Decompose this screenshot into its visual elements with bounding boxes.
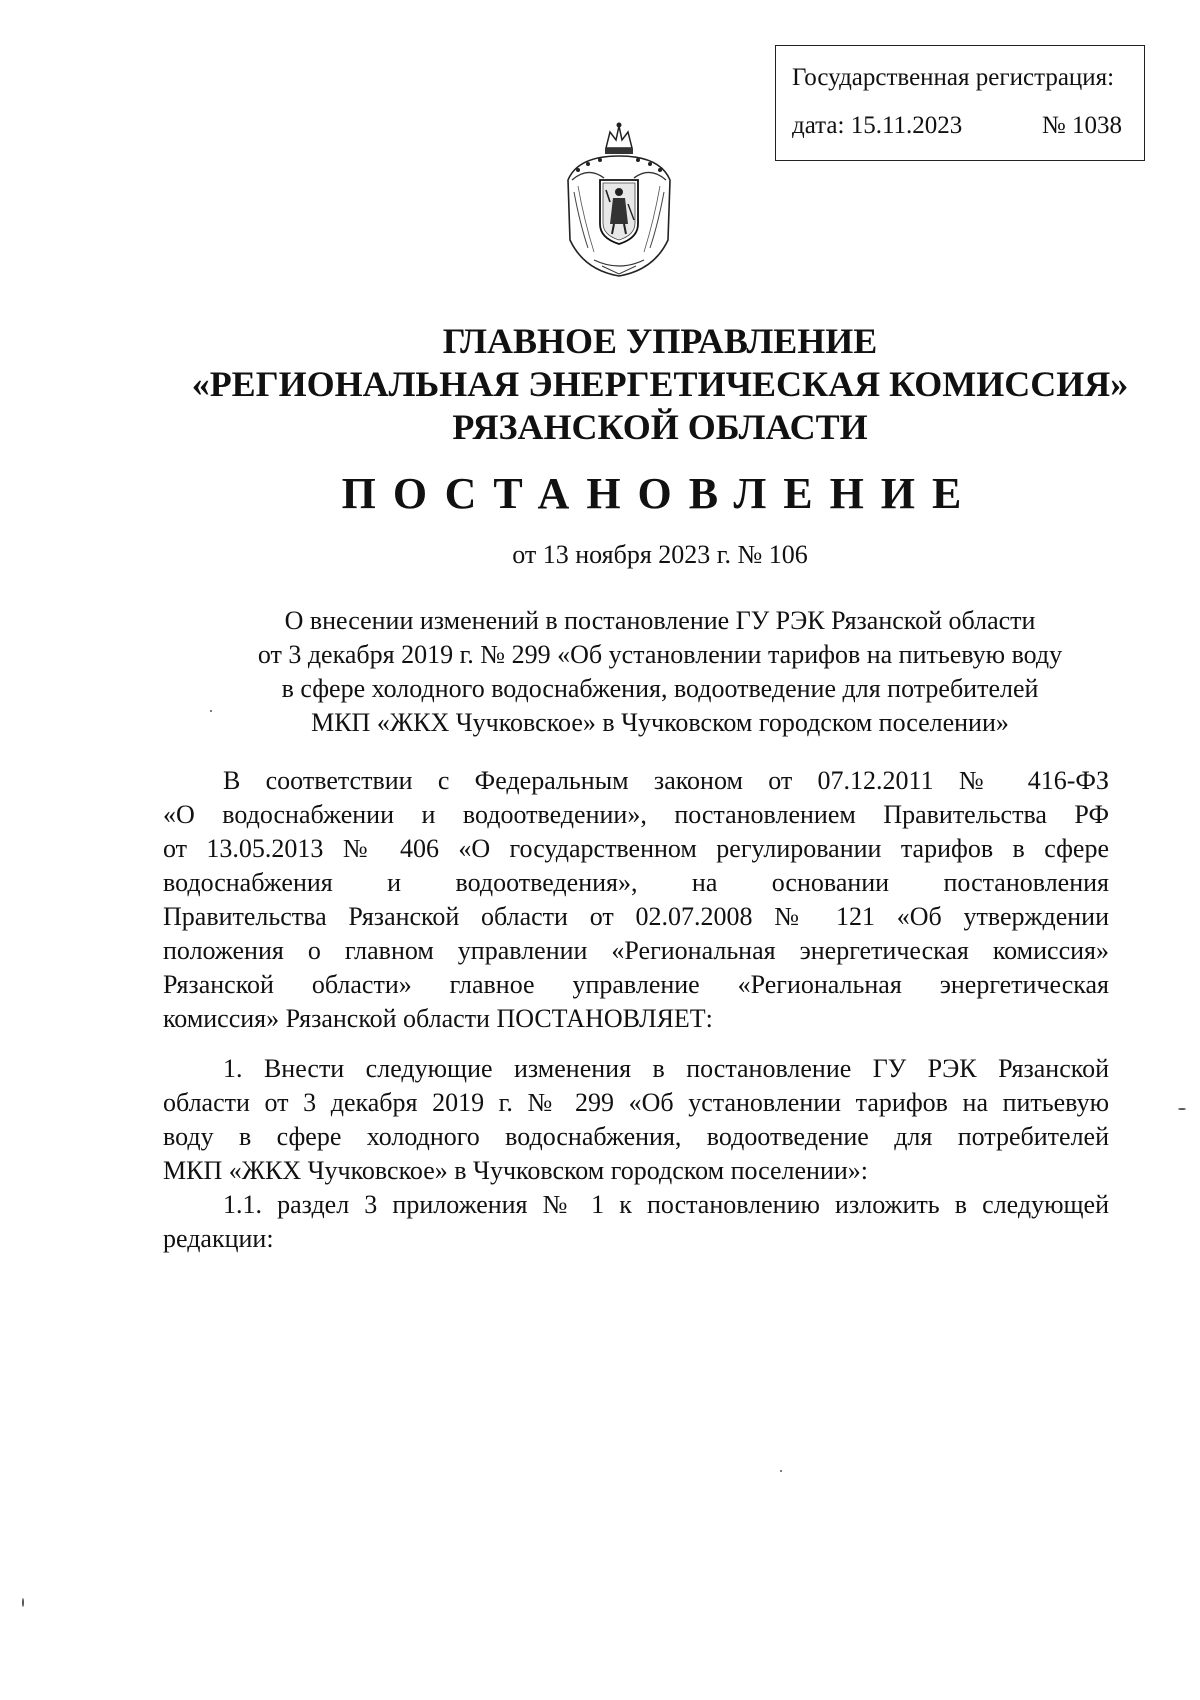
- paragraph-line: 1. Внести следующие изменения в постановление ГУ РЭК Рязанской: [223, 1054, 1109, 1083]
- registration-date: дата: 15.11.2023: [792, 112, 963, 139]
- document-subject: [160, 604, 1160, 740]
- paragraph-line: В соответствии с Федеральным законом от 07.12.2011 № 416-ФЗ: [223, 766, 1109, 795]
- registration-title: Государственная регистрация:: [792, 64, 1115, 91]
- paragraph-line: 1.1. раздел 3 приложения № 1 к постановлению изложить в следующей: [223, 1190, 1109, 1219]
- paragraph-line: МКП «ЖКХ Чучковское» в Чучковском городском поселении»:: [163, 1156, 869, 1185]
- registration-box: [775, 45, 1145, 161]
- paragraph-line: комиссия» Рязанской области ПОСТАНОВЛЯЕТ:: [163, 1004, 713, 1033]
- subject-line: МКП «ЖКХ Чучковское» в Чучковском городском поселении»: [311, 708, 1009, 737]
- item-1-paragraph: [163, 1052, 1109, 1188]
- subject-line: в сфере холодного водоснабжения, водоотведение для потребителей: [281, 674, 1039, 703]
- organization-name: [100, 320, 1200, 449]
- paragraph-line: Правительства Рязанской области от 02.07.2008 № 121 «Об утверждении: [163, 902, 1109, 931]
- scan-speck: [780, 1470, 782, 1472]
- document-type: ПОСТАНОВЛЕНИЕ: [341, 469, 979, 518]
- organization-line: ГЛАВНОЕ УПРАВЛЕНИЕ: [442, 321, 878, 361]
- preamble-paragraph: [163, 764, 1109, 1036]
- organization-line: РЯЗАНСКОЙ ОБЛАСТИ: [452, 407, 868, 447]
- paragraph-line: воду в сфере холодного водоснабжения, водоотведение для потребителей: [163, 1122, 1109, 1151]
- scan-speck: [1178, 1108, 1186, 1110]
- paragraph-line: положения о главном управлении «Региональная энергетическая комиссия»: [163, 936, 1109, 965]
- paragraph-line: «О водоснабжении и водоотведении», постановлением Правительства РФ: [163, 800, 1109, 829]
- paragraph-line: Рязанской области» главное управление «Региональная энергетическая: [163, 970, 1109, 999]
- scan-speck: [210, 710, 212, 712]
- registration-number: № 1038: [1041, 112, 1122, 139]
- scan-speck: [22, 1598, 24, 1607]
- paragraph-line: редакции:: [163, 1224, 274, 1253]
- item-1-1-paragraph: [163, 1188, 1109, 1256]
- subject-line: от 3 декабря 2019 г. № 299 «Об установлении тарифов на питьевую воду: [257, 640, 1063, 669]
- organization-line: «РЕГИОНАЛЬНАЯ ЭНЕРГЕТИЧЕСКАЯ КОМИССИЯ»: [191, 364, 1129, 404]
- subject-line: О внесении изменений в постановление ГУ РЭК Рязанской области: [284, 606, 1036, 635]
- paragraph-line: области от 3 декабря 2019 г. № 299 «Об установлении тарифов на питьевую: [163, 1088, 1109, 1117]
- ryazan-coat-of-arms-icon: [558, 120, 680, 280]
- paragraph-line: водоснабжения и водоотведения», на основании постановления: [163, 868, 1109, 897]
- paragraph-line: от 13.05.2013 № 406 «О государственном регулировании тарифов в сфере: [163, 834, 1109, 863]
- document-date: от 13 ноября 2023 г. № 106: [512, 540, 808, 569]
